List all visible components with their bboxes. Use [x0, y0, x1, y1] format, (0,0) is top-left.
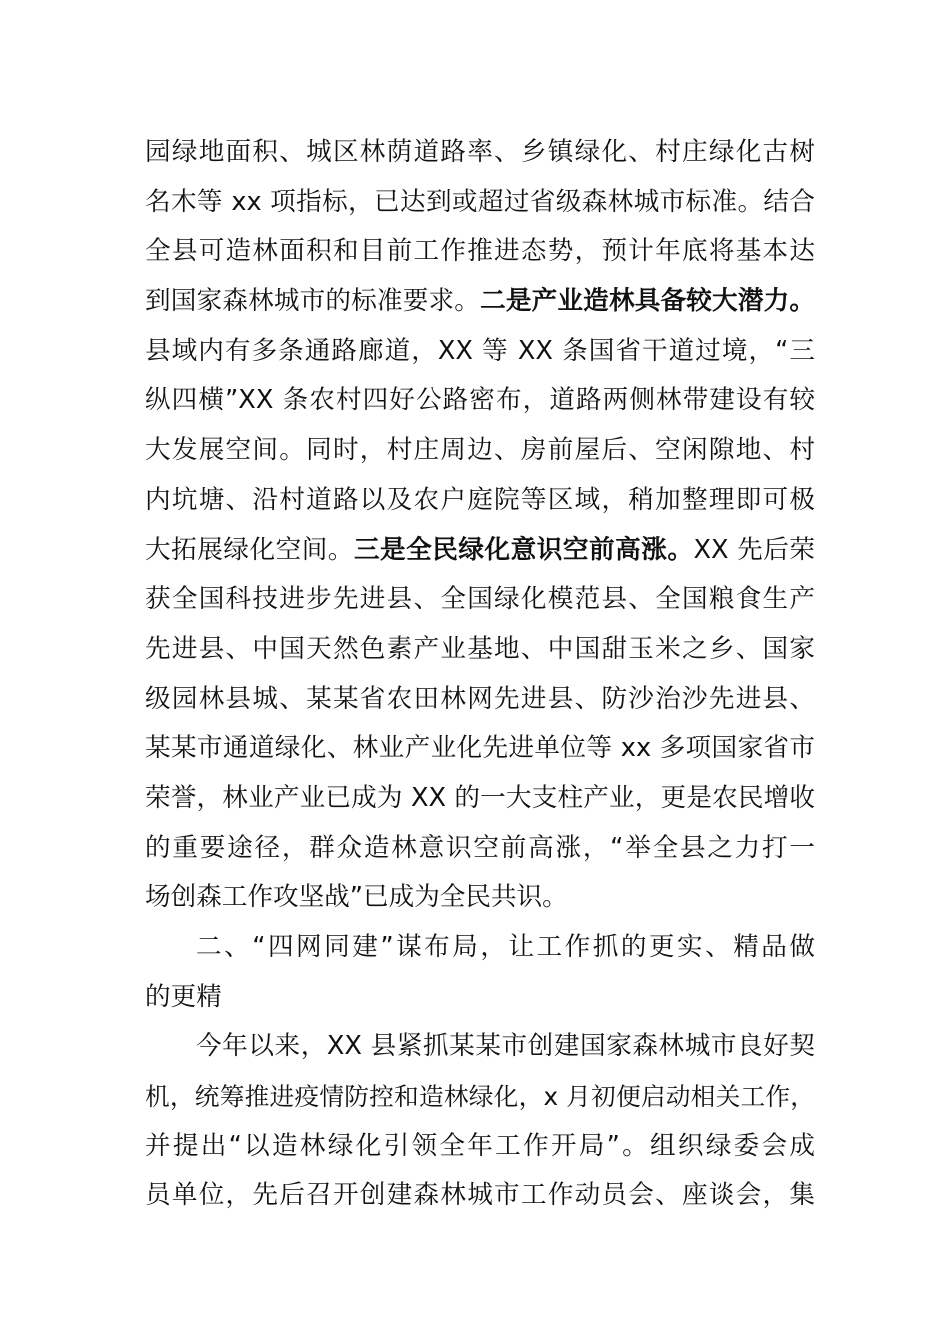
- text-line: 园绿地面积、城区林荫道路率、乡镇绿化、村庄绿化古树: [145, 137, 815, 167]
- text-line: 某某市通道绿化、林业产业化先进单位等 xx 多项国家省市: [145, 733, 815, 764]
- text-line: 级园林县城、某某省农田林网先进县、防沙治沙先进县、: [145, 683, 815, 714]
- text-line: 内坑塘、沿村道路以及农户庭院等区域，稍加整理即可极: [145, 484, 815, 515]
- text-line: 大发展空间。同时，村庄周边、房前屋后、空闲隙地、村: [145, 435, 815, 466]
- text-line: 全县可造林面积和目前工作推进态势，预计年底将基本达: [145, 236, 815, 267]
- text-line: 县域内有多条通路廊道，XX 等 XX 条国省干道过境，“三: [145, 335, 815, 366]
- text-line: 名木等 xx 项指标，已达到或超过省级森林城市标准。结合: [145, 186, 815, 217]
- body-text: [145, 128, 815, 1221]
- text-line: 荣誉，林业产业已成为 XX 的一大支柱产业，更是农民增收: [145, 782, 815, 813]
- text-line: 的重要途径，群众造林意识空前高涨，“举全县之力打一: [145, 832, 815, 863]
- text-line: 场创森工作攻坚战”已成为全民共识。: [145, 882, 568, 913]
- text-line: 获全国科技进步先进县、全国绿化模范县、全国粮食生产: [145, 584, 815, 615]
- section-heading: 二、“四网同建”谋布局，让工作抓的更实、精品做: [196, 932, 815, 962]
- text-line: 员单位，先后召开创建森林城市工作动员会、座谈会，集: [145, 1180, 815, 1211]
- text-line: 今年以来，XX 县紧抓某某市创建国家森林城市良好契: [196, 1031, 815, 1062]
- text-line: 大拓展绿化空间。三是全民绿化意识空前高涨。XX 先后荣: [145, 534, 815, 565]
- bold-point-3: 三是全民绿化意识空前高涨。: [353, 534, 694, 565]
- bold-point-2: 二是产业造林具备较大潜力。: [480, 286, 815, 317]
- text-line: 纵四横”XX 条农村四好公路密布，道路两侧林带建设有较: [145, 385, 815, 416]
- text-line: 并提出“以造林绿化引领全年工作开局”。组织绿委会成: [145, 1130, 815, 1161]
- text-line: 到国家森林城市的标准要求。二是产业造林具备较大潜力。: [145, 286, 815, 317]
- text-line: 先进县、中国天然色素产业基地、中国甜玉米之乡、国家: [145, 633, 815, 664]
- text-line: 机，统筹推进疫情防控和造林绿化，x 月初便启动相关工作，: [145, 1082, 815, 1112]
- section-heading: 的更精: [145, 981, 222, 1012]
